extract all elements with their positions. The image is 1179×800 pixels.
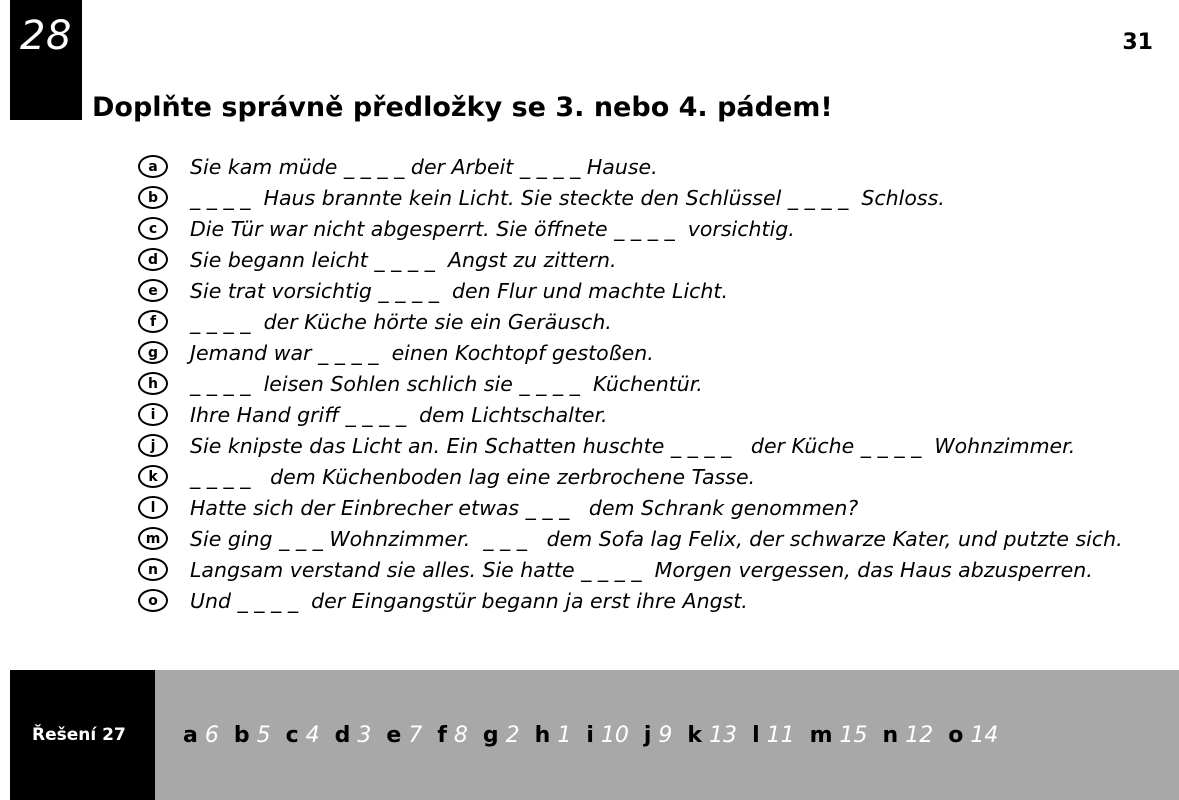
item-text: Und _ _ _ _ der Eingangstür begann ja erst ihre Angst. bbox=[190, 589, 748, 613]
solution-pair bbox=[883, 723, 934, 748]
list-item bbox=[138, 462, 1148, 493]
solution-key: o bbox=[948, 722, 964, 748]
solution-key: g bbox=[482, 722, 499, 748]
solution-key: k bbox=[687, 722, 703, 748]
item-letter-badge: g bbox=[138, 341, 168, 364]
item-text: _ _ _ _ Haus brannte kein Licht. Sie steckte den Schlüssel _ _ _ _ Schloss. bbox=[190, 186, 945, 210]
solution-pair bbox=[234, 723, 271, 748]
item-letter-badge: d bbox=[138, 248, 168, 271]
solutions-strip bbox=[10, 670, 1179, 800]
solution-pair bbox=[586, 723, 629, 748]
list-item bbox=[138, 183, 1148, 214]
item-letter-badge: o bbox=[138, 589, 168, 612]
exercise-items bbox=[138, 152, 1148, 617]
solution-value: 8 bbox=[453, 722, 468, 748]
solution-key: d bbox=[334, 722, 351, 748]
item-letter-badge: c bbox=[138, 217, 168, 240]
solution-value: 4 bbox=[305, 722, 320, 748]
solution-key: n bbox=[882, 722, 899, 748]
solutions-label: Řešení 27 bbox=[32, 725, 126, 745]
item-text: _ _ _ _ dem Küchenboden lag eine zerbrochene Tasse. bbox=[190, 465, 756, 489]
solution-value: 12 bbox=[905, 722, 934, 748]
item-letter-badge: l bbox=[138, 496, 168, 519]
solution-pair bbox=[535, 723, 572, 748]
solution-key: f bbox=[437, 722, 447, 748]
solution-value: 7 bbox=[408, 722, 423, 748]
solution-key: j bbox=[643, 722, 652, 748]
solution-key: h bbox=[534, 722, 551, 748]
solution-pair bbox=[948, 723, 998, 748]
item-text: Die Tür war nicht abgesperrt. Sie öffnete _ _ _ _ vorsichtig. bbox=[190, 217, 795, 241]
solution-value: 2 bbox=[505, 722, 520, 748]
solution-value: 9 bbox=[658, 722, 673, 748]
item-letter-badge: f bbox=[138, 310, 168, 333]
solutions-values-box bbox=[155, 670, 1179, 800]
item-letter-badge: b bbox=[138, 186, 168, 209]
solution-key: b bbox=[233, 722, 250, 748]
list-item bbox=[138, 555, 1148, 586]
list-item bbox=[138, 586, 1148, 617]
item-text: Langsam verstand sie alles. Sie hatte _ _ _ _ Morgen vergessen, das Haus abzusperren. bbox=[190, 558, 1093, 582]
item-text: Sie begann leicht _ _ _ _ Angst zu zittern. bbox=[190, 248, 617, 272]
solution-value: 15 bbox=[839, 722, 868, 748]
item-text: Sie trat vorsichtig _ _ _ _ den Flur und machte Licht. bbox=[190, 279, 728, 303]
page-number: 31 bbox=[1122, 30, 1153, 55]
list-item bbox=[138, 493, 1148, 524]
solution-value: 14 bbox=[970, 722, 999, 748]
solution-value: 11 bbox=[766, 722, 795, 748]
solution-pair bbox=[386, 723, 422, 748]
item-letter-badge: n bbox=[138, 558, 168, 581]
list-item bbox=[138, 369, 1148, 400]
solutions-list bbox=[183, 723, 1013, 748]
list-item bbox=[138, 307, 1148, 338]
solution-key: m bbox=[809, 722, 833, 748]
item-text: _ _ _ _ leisen Sohlen schlich sie _ _ _ _ Küchentür. bbox=[190, 372, 703, 396]
item-text: Sie knipste das Licht an. Ein Schatten huschte _ _ _ _ der Küche _ _ _ _ Wohnzimmer. bbox=[190, 434, 1076, 458]
item-text: Ihre Hand griff _ _ _ _ dem Lichtschalter. bbox=[190, 403, 608, 427]
list-item bbox=[138, 276, 1148, 307]
solution-key: i bbox=[586, 722, 594, 748]
exercise-number: 28 bbox=[20, 13, 72, 59]
solution-pair bbox=[483, 723, 520, 748]
exercise-number-block bbox=[10, 0, 82, 120]
solution-pair bbox=[183, 723, 219, 748]
solution-pair bbox=[644, 723, 673, 748]
item-text: Jemand war _ _ _ _ einen Kochtopf gestoßen. bbox=[190, 341, 654, 365]
list-item bbox=[138, 431, 1148, 462]
item-letter-badge: m bbox=[138, 527, 168, 550]
solution-pair bbox=[286, 723, 320, 748]
solution-value: 13 bbox=[709, 722, 738, 748]
item-letter-badge: j bbox=[138, 434, 168, 457]
item-letter-badge: h bbox=[138, 372, 168, 395]
solution-key: e bbox=[386, 722, 402, 748]
solution-value: 6 bbox=[204, 722, 219, 748]
solution-pair bbox=[335, 723, 372, 748]
list-item bbox=[138, 152, 1148, 183]
list-item bbox=[138, 400, 1148, 431]
list-item bbox=[138, 524, 1148, 555]
item-text: Sie ging _ _ _ Wohnzimmer. _ _ _ dem Sofa lag Felix, der schwarze Kater, und putzte sich. bbox=[190, 527, 1123, 551]
item-letter-badge: a bbox=[138, 155, 168, 178]
solution-key: a bbox=[183, 722, 198, 748]
solution-pair bbox=[752, 723, 795, 748]
solution-pair bbox=[437, 723, 468, 748]
solution-pair bbox=[810, 723, 868, 748]
solution-key: l bbox=[752, 722, 760, 748]
solution-value: 1 bbox=[557, 722, 572, 748]
solution-value: 10 bbox=[600, 722, 629, 748]
item-letter-badge: e bbox=[138, 279, 168, 302]
instruction-heading: Doplňte správně předložky se 3. nebo 4. pádem! bbox=[92, 92, 833, 123]
list-item bbox=[138, 245, 1148, 276]
solutions-label-box bbox=[10, 670, 155, 800]
item-text: _ _ _ _ der Küche hörte sie ein Geräusch. bbox=[190, 310, 612, 334]
item-text: Sie kam müde _ _ _ _ der Arbeit _ _ _ _ Hause. bbox=[190, 155, 658, 179]
solution-value: 5 bbox=[256, 722, 271, 748]
list-item bbox=[138, 338, 1148, 369]
item-text: Hatte sich der Einbrecher etwas _ _ _ dem Schrank genommen? bbox=[190, 496, 859, 520]
list-item bbox=[138, 214, 1148, 245]
solution-pair bbox=[687, 723, 737, 748]
solution-key: c bbox=[285, 722, 299, 748]
item-letter-badge: k bbox=[138, 465, 168, 488]
item-letter-badge: i bbox=[138, 403, 168, 426]
solution-value: 3 bbox=[357, 722, 372, 748]
